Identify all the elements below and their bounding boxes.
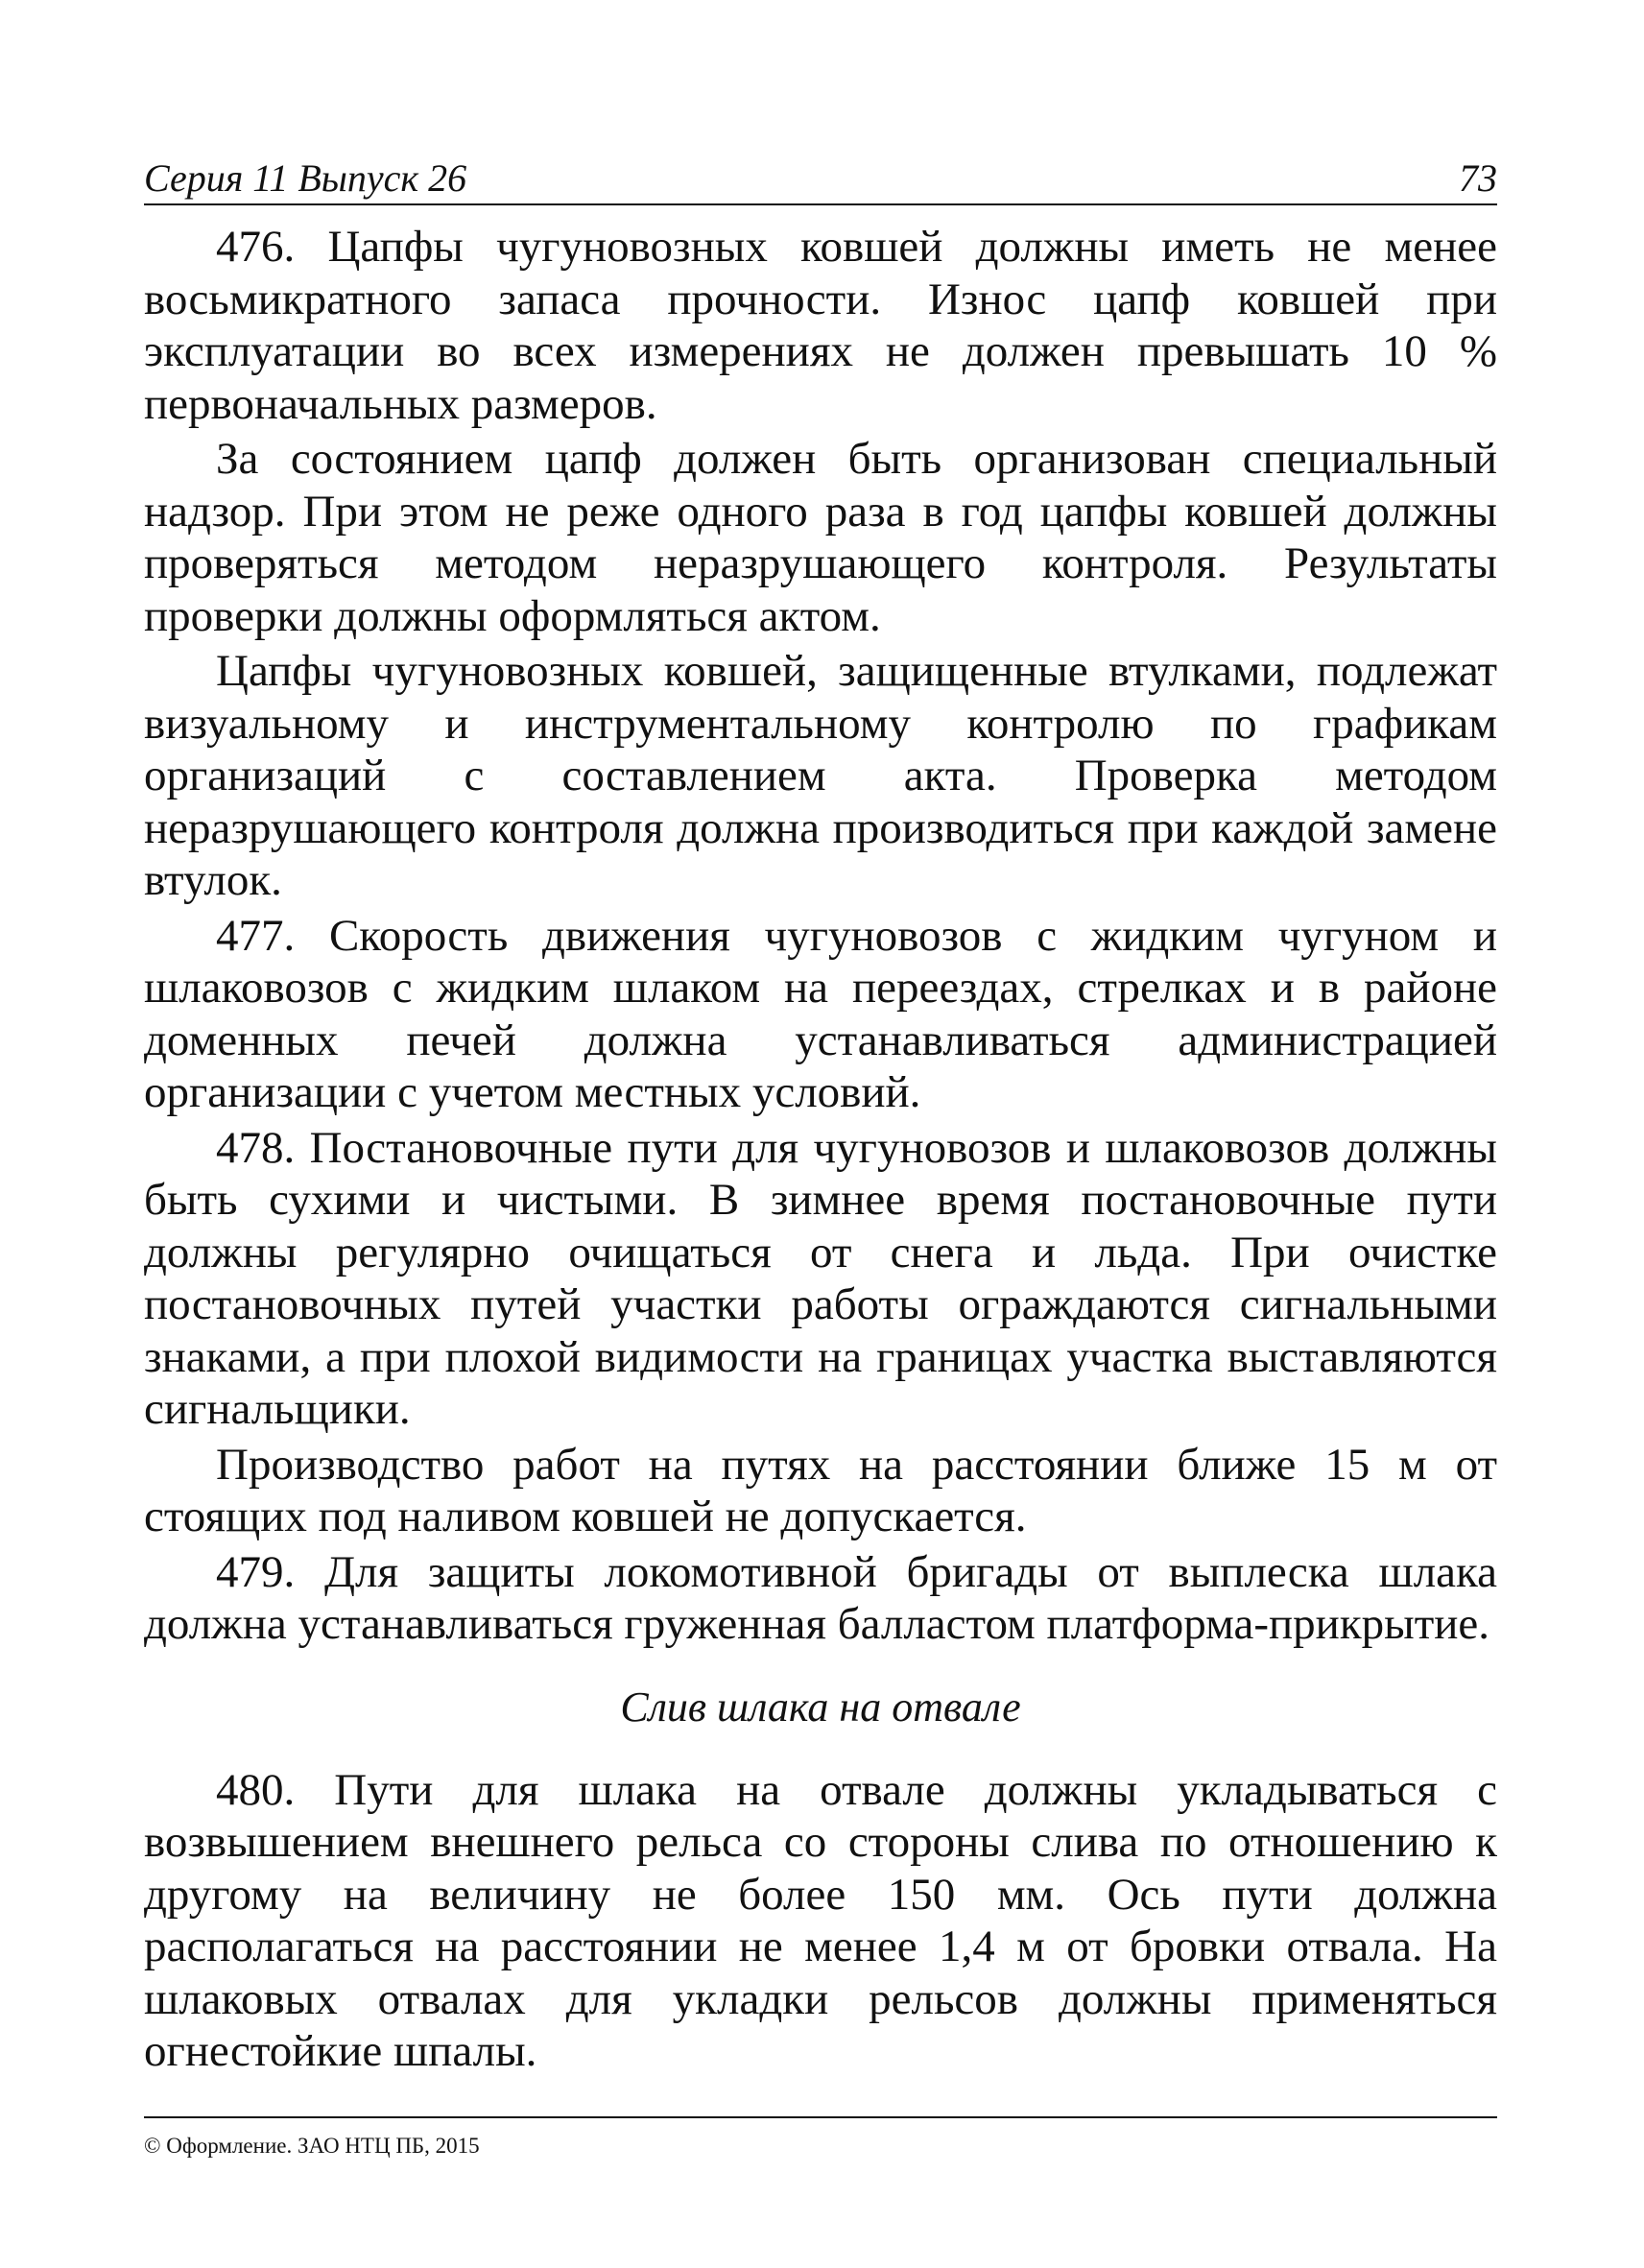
paragraph-478-works: Производство работ на путях на расстоянии ближе 15 м от стоящих под наливом ковшей не допускается. [144,1439,1497,1541]
paragraph-476: 476. Цапфы чугуновозных ковшей должны иметь не менее восьмикратного запаса прочности. Износ цапф ковшей при эксплуатации во всех измерениях не должен превышать 10 % первоначальных размеров. [144,222,1497,429]
main-text [144,221,1497,2081]
section-heading: Слив шлака на отвале [620,1683,1021,1731]
paragraph-478: 478. Постановочные пути для чугуновозов и шлаковозов должны быть сухими и чистыми. В зимнее время постановочные пути должны регулярно очищаться от снега и льда. При очистке постановочных путей участки работы ограждаются сигнальными знаками, а при плохой видимости на границах участка выставляются сигнальщики. [144,1122,1497,1434]
paragraph-477: 477. Скорость движения чугуновозов с жидким чугуном и шлаковозов с жидким шлаком на переездах, стрелках и в районе доменных печей должна устанавливаться администрацией организации с учетом местных условий. [144,910,1497,1117]
paragraph-476-supervision: За состоянием цапф должен быть организован специальный надзор. При этом не реже одного раза в год цапфы ковшей должны проверяться методом неразрушающего контроля. Результаты проверки должны оформляться актом. [144,434,1497,641]
series-title: Серия 11 Выпуск 26 [144,156,467,200]
page-number: 73 [1459,156,1497,200]
copyright-note: © Оформление. ЗАО НТЦ ПБ, 2015 [144,2134,480,2158]
paragraph-479: 479. Для защиты локомотивной бригады от выплеска шлака должна устанавливаться груженная балластом платформа-прикрытие. [144,1546,1497,1649]
paragraph-476-bushings: Цапфы чугуновозных ковшей, защищенные втулками, подлежат визуальному и инструментальному контролю по графикам организаций с составлением акта. Проверка методом неразрушающего контроля должна производиться при каждой замене втулок. [144,646,1497,905]
footer-divider [144,2116,1497,2118]
paragraph-480: 480. Пути для шлака на отвале должны укладываться с возвышением внешнего рельса со стороны слива по отношению к другому на величину не более 150 мм. Ось пути должна располагаться на расстоянии не менее 1,4 м от бровки отвала. На шлаковых отвалах для укладки рельсов должны применяться огнестойкие шпалы. [144,1764,1497,2076]
page-header [144,154,1497,205]
